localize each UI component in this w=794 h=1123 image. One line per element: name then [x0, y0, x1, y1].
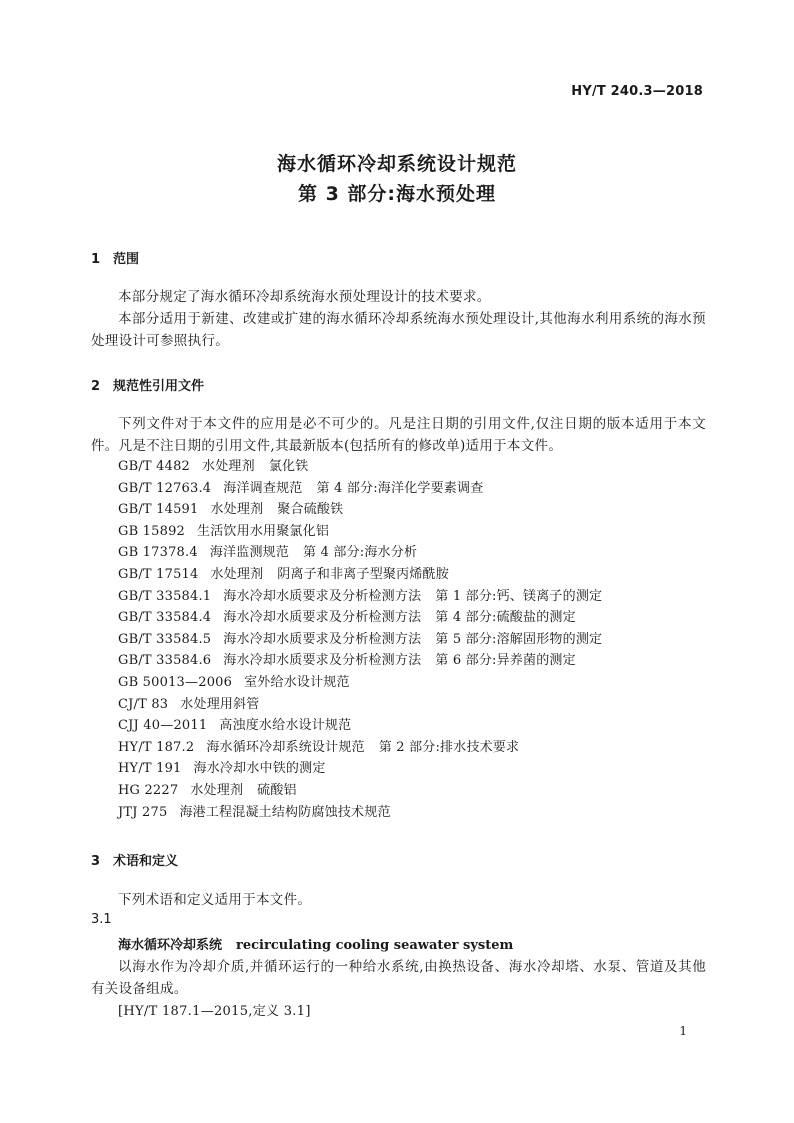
term-definition: 以海水作为冷却介质,并循环运行的一种给水系统,由换热设备、海水冷却塔、水泵、管道及其他有关设备组成。: [91, 959, 706, 997]
document-subtitle: 第 3 部分:海水预处理: [297, 183, 497, 205]
term-chinese: 海水循环冷却系统: [118, 938, 223, 953]
reference-item: [118, 737, 602, 759]
reference-title: 水处理用斜管: [180, 696, 260, 712]
reference-item: [118, 802, 602, 824]
reference-list: [118, 456, 602, 823]
reference-item: [118, 629, 602, 651]
section-title: 范围: [113, 252, 140, 267]
reference-part: 第 5 部分:溶解固形物的测定: [435, 631, 603, 647]
reference-part: 聚合硫酸铁: [277, 502, 344, 518]
section-number: 2: [91, 379, 101, 394]
reference-item: [118, 780, 602, 802]
section-title: 术语和定义: [113, 854, 179, 869]
reference-code: GB/T 33584.5: [118, 631, 212, 647]
reference-code: GB/T 4482: [118, 459, 191, 474]
reference-title: 海水冷却水质要求及分析检测方法: [223, 653, 422, 669]
reference-item: [118, 478, 602, 500]
reference-code: CJ/T 83: [118, 696, 169, 712]
reference-title: 海水冷却水中铁的测定: [193, 761, 326, 777]
reference-title: 水处理剂: [210, 566, 264, 582]
reference-code: GB 15892: [118, 523, 186, 539]
reference-code: GB 17378.4: [118, 545, 198, 561]
references-intro: 下列文件对于本文件的应用是必不可少的。凡是注日期的引用文件,仅注日期的版本适用于本文件。凡是不注日期的引用文件,其最新版本(包括所有的修改单)适用于本文件。: [91, 416, 706, 454]
reference-title: 水处理剂: [202, 459, 255, 474]
reference-code: GB/T 14591: [118, 502, 199, 518]
reference-item: [118, 758, 602, 780]
reference-item: [118, 542, 602, 564]
reference-part: 第 4 部分:海水分析: [303, 545, 418, 561]
reference-item: [118, 499, 602, 521]
reference-title: 水处理剂: [190, 782, 244, 798]
reference-code: GB/T 17514: [118, 566, 199, 582]
reference-title: 海水冷却水质要求及分析检测方法: [223, 588, 422, 604]
reference-code: GB/T 12763.4: [118, 480, 212, 496]
term-entry: [118, 934, 513, 953]
section-heading-terms-definitions: [91, 850, 178, 869]
reference-title: 生活饮用水用聚氯化铝: [197, 523, 330, 539]
page-number: 1: [679, 1024, 687, 1038]
reference-item: [118, 650, 602, 672]
reference-item: [118, 564, 602, 586]
section-heading-normative-references: [91, 375, 204, 394]
reference-item: [118, 672, 602, 694]
reference-part: 硫酸铝: [257, 782, 297, 798]
reference-title: 水处理剂: [210, 502, 264, 518]
reference-code: GB/T 33584.6: [118, 653, 212, 669]
reference-title: 海港工程混凝土结构防腐蚀技术规范: [179, 804, 391, 820]
section-heading-scope: [91, 248, 139, 267]
reference-item: [118, 715, 602, 737]
term-english: recirculating cooling seawater system: [236, 938, 514, 953]
reference-code: HG 2227: [118, 782, 179, 798]
section-title: 规范性引用文件: [113, 379, 205, 394]
reference-code: CJJ 40—2011: [118, 718, 208, 734]
scope-paragraph: 本部分规定了海水循环冷却系统海水预处理设计的技术要求。: [118, 289, 491, 305]
reference-code: GB/T 33584.1: [118, 588, 212, 604]
reference-item: [118, 586, 602, 608]
reference-title: 室外给水设计规范: [244, 674, 350, 690]
reference-part: 第 2 部分:排水技术要求: [378, 739, 520, 755]
reference-code: JTJ 275: [118, 804, 168, 820]
terms-intro: 下列术语和定义适用于本文件。: [118, 892, 312, 908]
reference-title: 海水循环冷却系统设计规范: [206, 739, 365, 755]
reference-part: 第 4 部分:硫酸盐的测定: [435, 610, 576, 626]
standard-code: HY/T 240.3—2018: [571, 84, 703, 99]
reference-title: 海水冷却水质要求及分析检测方法: [223, 610, 422, 626]
reference-part: 第 6 部分:异养菌的测定: [435, 653, 576, 669]
term-source: [HY/T 187.1—2015,定义 3.1]: [118, 1004, 311, 1019]
reference-code: GB 50013—2006: [118, 674, 233, 690]
section-number: 1: [91, 252, 101, 267]
reference-title: 海洋监测规范: [209, 545, 290, 561]
reference-title: 海水冷却水质要求及分析检测方法: [223, 631, 422, 647]
section-number: 3: [91, 854, 101, 869]
reference-code: HY/T 191: [118, 761, 182, 777]
reference-part: 第 4 部分:海洋化学要素调查: [316, 480, 484, 496]
reference-part: 氯化铁: [268, 459, 309, 474]
clause-number: 3.1: [91, 912, 112, 927]
reference-item: [118, 521, 602, 543]
reference-title: 海洋调查规范: [223, 480, 303, 496]
reference-code: HY/T 187.2: [118, 739, 195, 755]
reference-item: [118, 607, 602, 629]
reference-code: GB/T 33584.4: [118, 610, 212, 626]
reference-item: [118, 694, 602, 716]
reference-part: 阴离子和非离子型聚丙烯酰胺: [277, 566, 449, 582]
document-title: 海水循环冷却系统设计规范: [276, 153, 517, 175]
reference-title: 高浊度水给水设计规范: [219, 718, 352, 734]
reference-part: 第 1 部分:钙、镁离子的测定: [435, 588, 603, 604]
scope-paragraph: 本部分适用于新建、改建或扩建的海水循环冷却系统海水预处理设计,其他海水利用系统的海水预处理设计可参照执行。: [91, 311, 706, 349]
reference-item: [118, 456, 602, 478]
